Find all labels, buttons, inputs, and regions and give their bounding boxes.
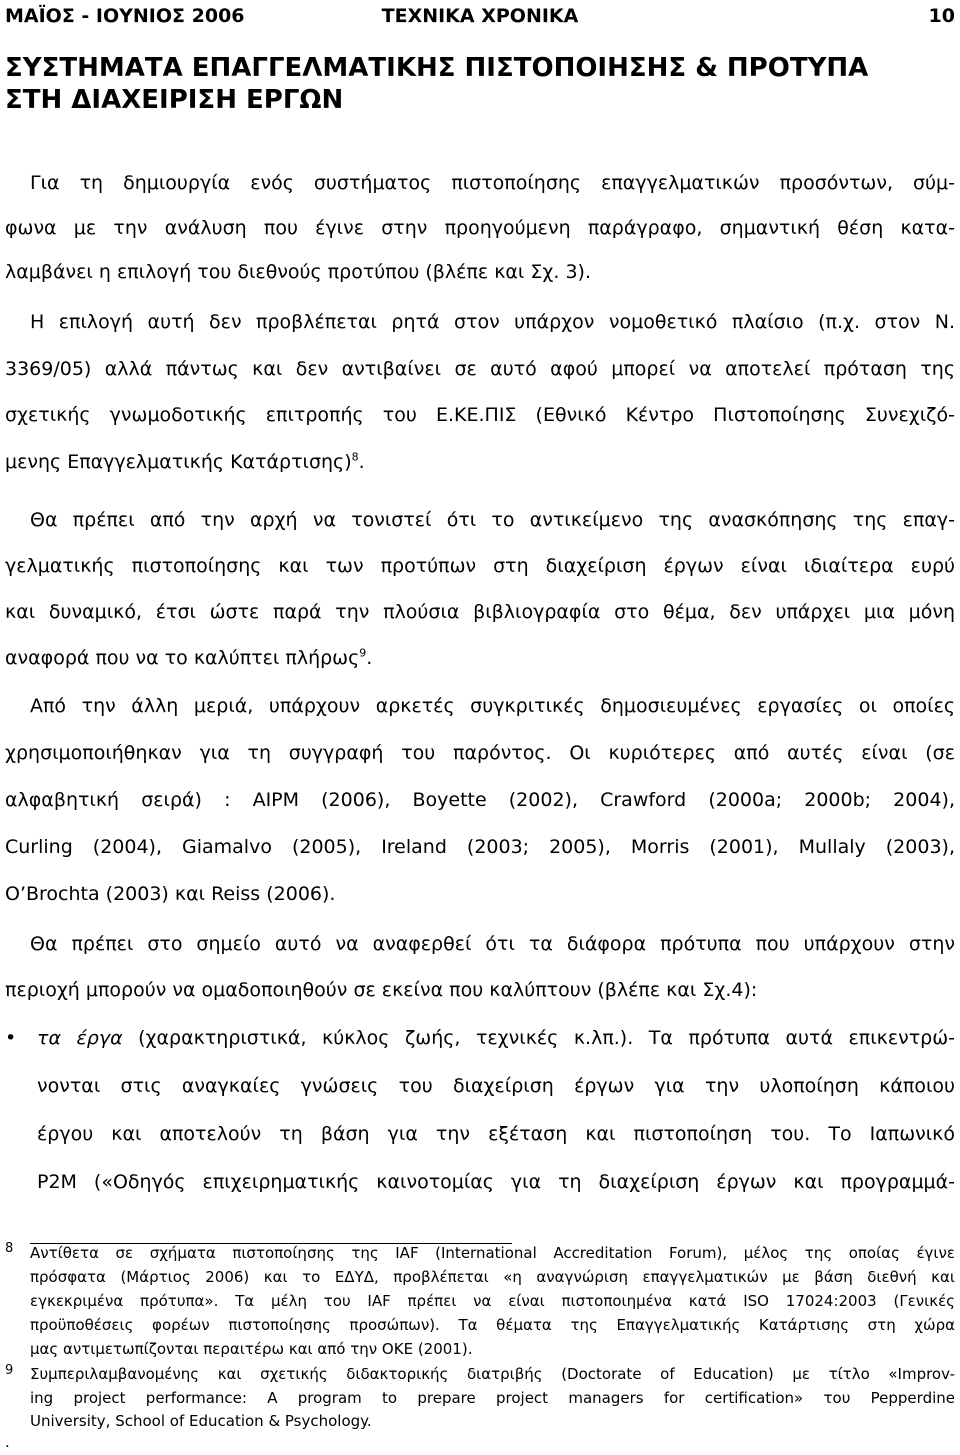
emphasized-term: τα έργα <box>37 1027 123 1049</box>
text-line: έργου και αποτελούν τη βάση για την εξέταση και πιστοποίηση του. Το Ιαπωνικό <box>37 1123 955 1145</box>
footnote-reference: 9 <box>359 646 367 660</box>
text-line: φωνα με την ανάλυση που έγινε στην προηγούμενη παράγραφο, σημαντική θέση κατα- <box>5 216 955 239</box>
paragraph <box>5 921 955 1013</box>
page-end-mark: . <box>5 1433 10 1451</box>
text-line: περιοχή μπορούν να ομαδοποιηθούν σε εκείνα που καλύπτουν (βλέπε και Σχ.4): <box>5 979 758 1001</box>
text-line-content: αναφορά που να το καλύπτει πλήρως <box>5 647 360 669</box>
footnote-number: 8 <box>5 1241 14 1256</box>
text-line: Αντίθετα σε σχήματα πιστοποίησης της IAF (International Accreditation Forum), μέλος της οποίας έγινε <box>30 1244 955 1262</box>
text-line: 3369/05) αλλά πάντως και δεν αντιβαίνει σε αυτό αφού μπορεί να αποτελεί πρόταση της <box>5 357 955 380</box>
text-line: χρησιμοποιήθηκαν για τη συγγραφή του παρόντος. Οι κυριότερες από αυτές είναι (σε <box>5 742 955 764</box>
text-line-tail: . <box>358 450 365 473</box>
paragraph <box>5 299 955 485</box>
page-number: 10 <box>928 5 955 27</box>
footnote <box>5 1241 955 1361</box>
text-line: αλφαβητική σειρά) : AIPM (2006), Boyette (2002), Crawford (2000a; 2000b; 2004), <box>5 789 955 811</box>
text-line: Για τη δημιουργία ενός συστήματος πιστοποίησης επαγγελματικών προσόντων, σύμ- <box>30 172 955 194</box>
text-line: ing project performance: A program to prepare project managers for certification» του Pepperdine <box>30 1388 955 1407</box>
article-title <box>5 52 955 116</box>
text-line: University, School of Education & Psychology. <box>30 1412 372 1430</box>
paragraph <box>5 497 955 681</box>
paragraph <box>5 161 955 295</box>
bullet-list <box>0 1014 955 1206</box>
text-line: σχετικής γνωμοδοτικής επιτροπής του Ε.ΚΕ.ΠΙΣ (Εθνικό Κέντρο Πιστοποίησης Συνεχιζό- <box>5 404 955 426</box>
article-title-line: ΣΤΗ ΔΙΑΧΕΙΡΙΣΗ ΕΡΓΩΝ <box>5 85 344 115</box>
text-line: γελματικής πιστοποίησης και των προτύπων στη διαχείριση έργων είναι ιδιαίτερα ευρύ <box>5 555 955 577</box>
running-header <box>5 4 955 28</box>
text-line: εγκεκριμένα πρότυπα». Τα μέλη του IAF πρέπει να είναι πιστοποιημένα κατά ISO 17024:2003 (Γενικές <box>30 1292 955 1310</box>
text-line: Curling (2004), Giamalvo (2005), Ireland (2003; 2005), Morris (2001), Mullaly (2003), <box>5 836 955 858</box>
list-item <box>37 1014 955 1206</box>
text-line: O’Brochta (2003) και Reiss (2006). <box>5 883 336 905</box>
text-line: και δυναμικό, έτσι ώστε παρά την πλούσια βιβλιογραφία στο θέμα, δεν υπάρχει μια μόνη <box>5 601 955 623</box>
footnote-reference: 8 <box>351 450 359 464</box>
text-line-content: (χαρακτηριστικά, κύκλος ζωής, τεχνικές κ.λπ.). Τα πρότυπα αυτά επικεντρώ- <box>122 1027 955 1049</box>
text-line: νονται στις αναγκαίες γνώσεις του διαχείριση έργων για την υλοποίηση κάποιου <box>37 1075 955 1097</box>
text-line <box>37 1014 955 1062</box>
footnote-text <box>30 1241 955 1361</box>
text-line: λαμβάνει η επιλογή του διεθνούς προτύπου (βλέπε και Σχ. 3). <box>5 261 591 283</box>
text-line: προϋποθέσεις φορέων πιστοποίησης προσώπων). Τα θέματα της Επαγγελματικής Κατάρτισης στη χώρα <box>30 1316 955 1334</box>
paragraph <box>5 683 955 918</box>
text-line: Συμπεριλαμβανομένης και σχετικής διδακτορικής διατριβής (Doctorate of Education) με τίτλο «Improv- <box>30 1365 955 1383</box>
text-line <box>5 439 955 486</box>
text-line: Η επιλογή αυτή δεν προβλέπεται ρητά στον υπάρχον νομοθετικό πλαίσιο (π.χ. στον Ν. <box>30 311 955 333</box>
text-line-content: μενης Επαγγελματικής Κατάρτισης) <box>5 450 352 473</box>
footnote-number: 9 <box>5 1363 14 1378</box>
magazine-name: ΤΕΧΝΙΚΑ ΧΡΟΝΙΚΑ <box>381 5 579 27</box>
article-title-line: ΣΥΣΤΗΜΑΤΑ ΕΠΑΓΓΕΛΜΑΤΙΚΗΣ ΠΙΣΤΟΠΟΙΗΣΗΣ & ΠΡΟΤΥΠΑ <box>5 53 869 83</box>
issue-date: ΜΑΪΟΣ - ΙΟΥΝΙΟΣ 2006 <box>5 5 245 27</box>
text-line-tail: . <box>366 647 373 669</box>
text-line: πρόσφατα (Μάρτιος 2006) και το ΕΔΥΔ, προβλέπεται «η αναγνώριση επαγγελματικών με βάση διεθνή και <box>30 1268 955 1286</box>
text-line: μας αντιμετωπίζονται περαιτέρω και από την ΟΚΕ (2001). <box>30 1340 473 1358</box>
text-line: Θα πρέπει στο σημείο αυτό να αναφερθεί ότι τα διάφορα πρότυπα που υπάρχουν στην <box>30 933 955 955</box>
text-line: P2M («Οδηγός επιχειρηματικής καινοτομίας για τη διαχείριση έργων και προγραμμά- <box>37 1171 955 1193</box>
footnote <box>5 1363 955 1434</box>
text-line: Θα πρέπει από την αρχή να τονιστεί ότι το αντικείμενο της ανασκόπησης της επαγ- <box>30 509 955 531</box>
bullet-marker: • <box>5 1027 17 1049</box>
footnote-text <box>30 1363 955 1434</box>
text-line: Από την άλλη μεριά, υπάρχουν αρκετές συγκριτικές δημοσιευμένες εργασίες οι οποίες <box>30 695 955 717</box>
text-line <box>5 635 955 681</box>
